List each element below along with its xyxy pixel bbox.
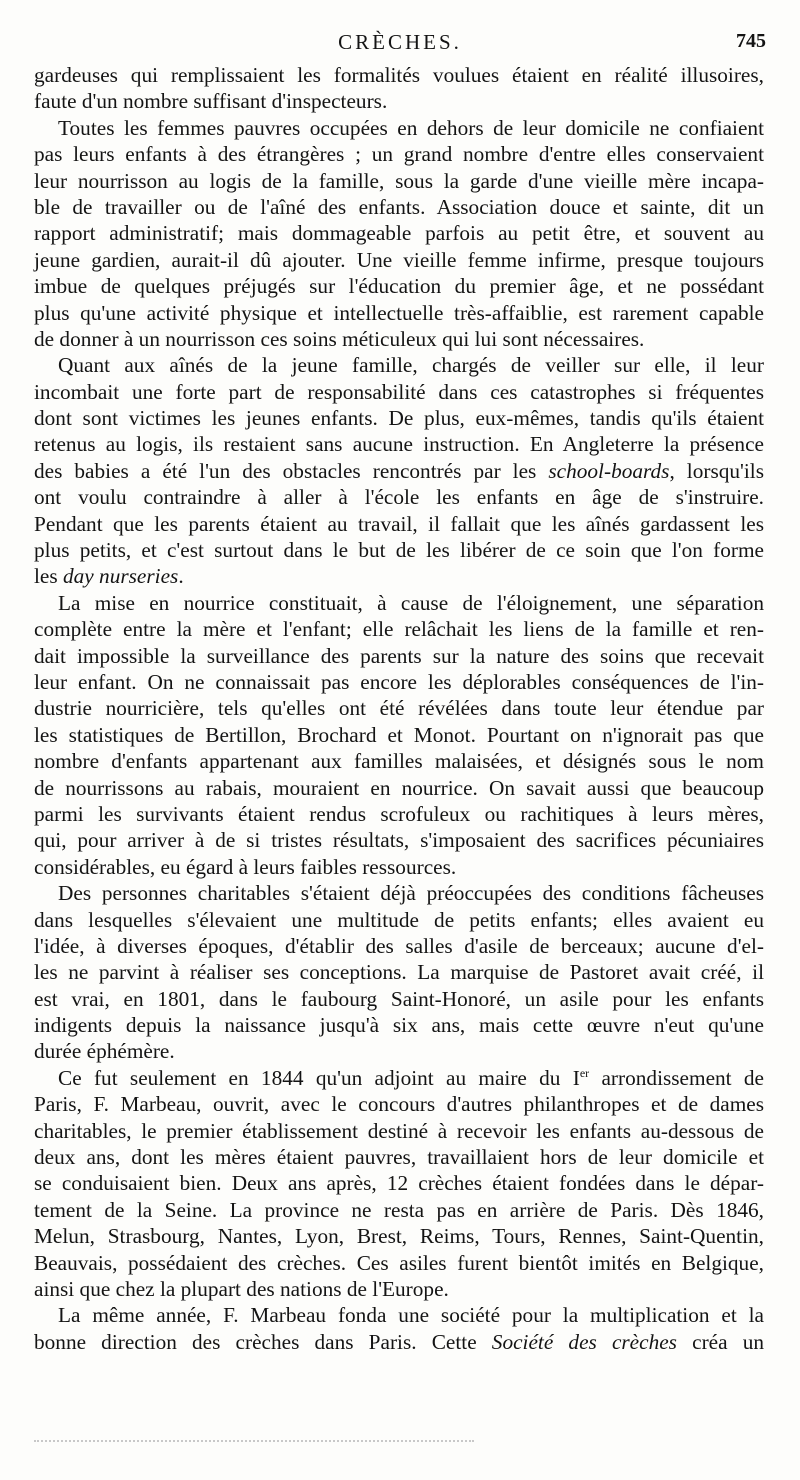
text-line: dustrie nourricière, tels qu'elles ont été révélées dans toute leur étendue par xyxy=(34,696,764,721)
text-line: se conduisaient bien. Deux ans après, 12 crèches étaient fondées dans le dépar- xyxy=(34,1171,764,1196)
text-line: jeune gardien, aurait-il dû ajouter. Une vieille femme infirme, presque toujours xyxy=(34,247,764,272)
text-line: indigents depuis la naissance jusqu'à six ans, mais cette œuvre n'eut qu'une xyxy=(34,1013,764,1038)
text-line: gardeuses qui remplissaient les formalités voulues étaient en réalité illusoires, xyxy=(34,63,764,87)
text-line: parmi les survivants étaient rendus scrofuleux ou rachitiques à leurs mères, xyxy=(34,801,764,826)
text-line xyxy=(34,1329,764,1355)
text-line: La même année, F. Marbeau fonda une société pour la multiplication et la xyxy=(58,1303,764,1328)
text-line: Pendant que les parents étaient au travail, il fallait que les aînés gardassent les xyxy=(34,511,764,536)
text-line: complète entre la mère et l'enfant; elle relâchait les liens de la famille et ren- xyxy=(34,617,764,642)
text-line: durée éphémère. xyxy=(34,1039,175,1064)
italic-term: Société des crèches xyxy=(491,1329,677,1354)
text-line: dans lesquelles s'élevaient une multitude de petits enfants; elles avaient eu xyxy=(34,907,764,932)
running-title: CRÈCHES. xyxy=(338,30,462,54)
text-line: l'idée, à diverses époques, d'établir des salles d'asile de berceaux; aucune d'el- xyxy=(34,933,764,958)
roman-numeral: I xyxy=(572,1065,580,1090)
text-line: de nourrissons au rabais, mouraient en nourrice. On savait aussi que beaucoup xyxy=(34,775,764,800)
page-number: 745 xyxy=(736,30,766,52)
text-line: Melun, Strasbourg, Nantes, Lyon, Brest, Reims, Tours, Rennes, Saint-Quentin, xyxy=(34,1224,764,1249)
text-line: Beauvais, possédaient des crèches. Ces asiles furent bientôt imités en Belgique, xyxy=(34,1250,764,1275)
text-segment: créa un xyxy=(676,1329,764,1354)
text-line: incombait une forte part de responsabilité dans ces catastrophes si fréquentes xyxy=(34,379,764,404)
text-line: rapport administratif; mais dommageable parfois au petit être, et souvent au xyxy=(34,221,764,246)
text-line xyxy=(34,563,764,589)
text-line: dont sont victimes les jeunes enfants. De plus, eux-mêmes, tandis qu'ils étaient xyxy=(34,406,764,431)
text-line: faute d'un nombre suffisant d'inspecteurs. xyxy=(34,89,388,114)
text-line: Toutes les femmes pauvres occupées en dehors de leur domicile ne confiaient xyxy=(58,115,764,140)
text-line: les ne parvint à réaliser ses conceptions. La marquise de Pastoret avait créé, il xyxy=(34,960,764,985)
text-segment: arrondissement de xyxy=(589,1065,764,1090)
text-line: Quant aux aînés de la jeune famille, chargés de veiller sur elle, il leur xyxy=(58,353,764,378)
superscript: er xyxy=(579,1065,590,1080)
paragraph xyxy=(34,880,764,1065)
text-line: imbue de quelques préjugés sur l'éducation du premier âge, et ne possédant xyxy=(34,274,764,299)
text-line: est vrai, en 1801, dans le faubourg Saint-Honoré, un asile pour les enfants xyxy=(34,986,764,1011)
text-segment: , lorsqu'ils xyxy=(669,458,765,483)
text-line xyxy=(34,1065,764,1091)
text-line: charitables, le premier établissement destiné à recevoir les enfants au-dessous de xyxy=(34,1118,764,1143)
text-line: La mise en nourrice constituait, à cause de l'éloignement, une séparation xyxy=(58,590,764,615)
text-line xyxy=(34,458,764,484)
text-line: ble de travailler ou de l'aîné des enfants. Association douce et sainte, dit un xyxy=(34,194,764,219)
text-line: de donner à un nourrisson ces soins méticuleux qui lui sont nécessaires. xyxy=(34,326,645,351)
paragraph xyxy=(34,352,764,590)
text-line: ont voulu contraindre à aller à l'école les enfants en âge de s'instruire. xyxy=(34,485,764,510)
paragraph xyxy=(34,1302,764,1355)
text-line: qui, pour arriver à de si tristes résultats, s'imposaient des sacrifices pécuniaires xyxy=(34,828,764,853)
paragraph xyxy=(34,115,764,353)
paragraph xyxy=(34,1065,764,1303)
text-segment: des babies a été l'un des obstacles rencontrés par les xyxy=(34,458,549,483)
body-text xyxy=(34,62,764,1355)
italic-term: day nurseries xyxy=(62,564,179,589)
text-line: considérables, eu égard à leurs faibles ressources. xyxy=(34,854,457,879)
paragraph xyxy=(34,62,764,115)
text-line: les statistiques de Bertillon, Brochard et Monot. Pourtant on n'ignorait pas que xyxy=(34,722,764,747)
text-line: retenus au logis, ils restaient sans aucune instruction. En Angleterre la présence xyxy=(34,432,764,457)
text-line: dait impossible la surveillance des parents sur la nature des soins que recevait xyxy=(34,643,764,668)
text-segment: . xyxy=(178,564,184,589)
bleed-through-smudge xyxy=(34,1440,474,1446)
text-line: leur nourrisson au logis de la famille, sous la garde d'une vieille mère incapa- xyxy=(34,168,764,193)
text-line: plus qu'une activité physique et intellectuelle très-affaiblie, est rarement capable xyxy=(34,300,764,325)
text-line: Paris, F. Marbeau, ouvrit, avec le concours d'autres philanthropes et de dames xyxy=(34,1092,764,1117)
text-line: pas leurs enfants à des étrangères ; un grand nombre d'entre elles conservaient xyxy=(34,142,764,167)
text-line: leur enfant. On ne connaissait pas encore les déplorables conséquences de l'in- xyxy=(34,669,764,694)
running-head xyxy=(34,30,766,60)
text-segment: bonne direction des crèches dans Paris. Cette xyxy=(34,1329,492,1354)
text-segment: Ce fut seulement en 1844 qu'un adjoint au maire du xyxy=(58,1065,573,1090)
text-line: tement de la Seine. La province ne resta pas en arrière de Paris. Dès 1846, xyxy=(34,1197,764,1222)
text-line: plus petits, et c'est surtout dans le but de les libérer de ce soin que l'on forme xyxy=(34,538,764,563)
text-line: deux ans, dont les mères étaient pauvres, travaillaient hors de leur domicile et xyxy=(34,1145,764,1170)
text-line: Des personnes charitables s'étaient déjà préoccupées des conditions fâcheuses xyxy=(58,881,764,906)
text-line: ainsi que chez la plupart des nations de l'Europe. xyxy=(34,1276,449,1301)
text-segment: les xyxy=(34,564,63,589)
paragraph xyxy=(34,590,764,880)
italic-term: school-boards xyxy=(548,458,670,483)
text-line: nombre d'enfants appartenant aux familles malaisées, et désignés sous le nom xyxy=(34,749,764,774)
